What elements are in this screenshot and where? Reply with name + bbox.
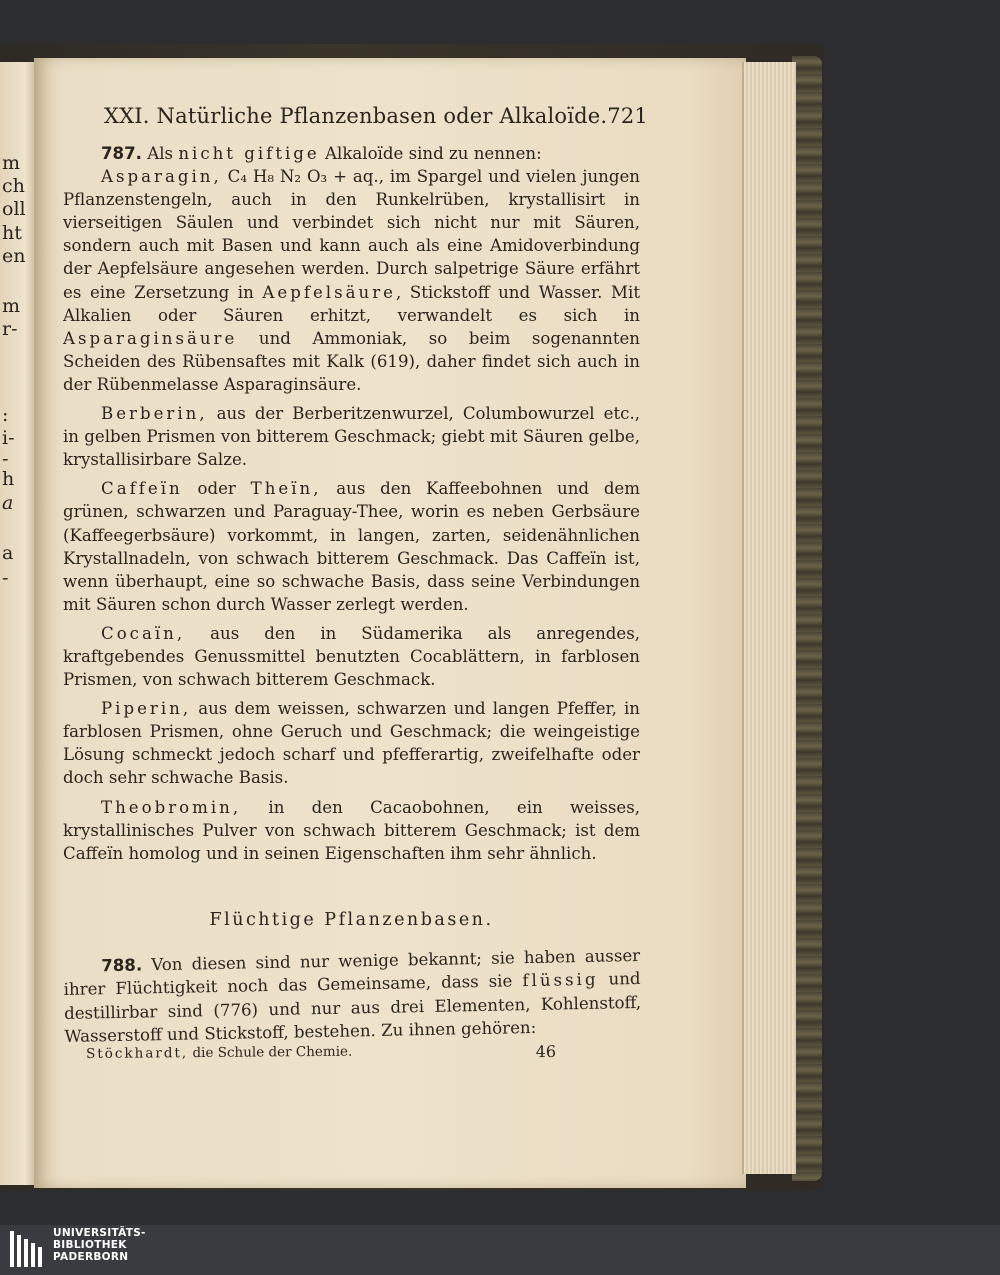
- header-title: XXI. Natürliche Pflanzenbasen oder Alkaloïde.: [104, 104, 608, 128]
- paragraph-788-block: [63, 944, 642, 1048]
- text: aus den in Südamerika als anregendes, kraftgebendes Genussmittel benutzten Cocablättern, in farblosen Prismen, von schwach bitterem Geschmack.: [63, 623, 640, 690]
- book-spine-edge: [792, 56, 822, 1181]
- left-fragment: h: [2, 468, 15, 490]
- main-text-block: [63, 142, 640, 865]
- header-page-number: 721: [607, 104, 648, 128]
- library-name-line: UNIVERSITÄTS-: [53, 1227, 146, 1239]
- section-number: 788.: [101, 955, 143, 976]
- left-fragment: en: [2, 245, 26, 267]
- left-fragment: ht: [2, 222, 22, 244]
- text: , Stickstoff und Wasser. Mit Alkalien oder Säuren erhitzt, verwandelt es sich in: [63, 282, 640, 325]
- left-fragment: r-: [2, 318, 18, 340]
- term-berberin: Berberin,: [101, 404, 208, 424]
- text: und Ammoniak, so beim sogenannten Scheiden des Rübensaftes mit Kalk (619), daher findet sich auch in der Rübenmelasse Asparaginsäure.: [63, 328, 640, 394]
- text: aus der Berberitzenwurzel, Columbowurzel etc., in gelben Prismen von bitterem Geschmack; giebt mit Säuren gelbe, krystallisirbare Salze.: [63, 404, 640, 470]
- term-caffein: Caffeïn: [101, 479, 183, 499]
- left-fragment: a: [2, 542, 14, 564]
- text: im Spargel und vielen jungen Pflanzenstengeln, auch in den Runkelrüben, krystallisirt in vierseitigen Säulen und verbindet sich nicht nur mit Säuren, sondern auch mit Basen und kann auch als eine Amidoverbindung der Aepfelsäure angesehen werden. Durch salpetrige Säure erfährt es eine Zersetzung in: [63, 167, 640, 302]
- text: Von diesen sind nur wenige bekannt; sie haben ausser ihrer Flüchtigkeit noch das Gemeinsame, dass sie: [63, 945, 641, 1000]
- left-fragment: -: [2, 448, 9, 470]
- spaced-text: Aepfelsäure: [262, 282, 396, 302]
- paragraph-piperin: [63, 697, 640, 789]
- left-fragment: i-: [2, 427, 15, 449]
- page-stack-edge: [742, 62, 796, 1174]
- paragraph-caffein: [63, 477, 640, 616]
- spaced-text: nicht giftige: [178, 144, 320, 163]
- spaced-text: Asparaginsäure: [63, 328, 238, 348]
- paragraph-theobromin: [63, 796, 640, 865]
- section-number: 787.: [101, 144, 142, 163]
- spaced-text: flüssig: [522, 970, 599, 991]
- text: aus dem weissen, schwarzen und langen Pfeffer, in farblosen Prismen, ohne Geruch und Geschmack; die weingeistige Lösung schmeckt jedoch scharf und pfefferartig, zweifelhafte oder doch sehr schwache Basis.: [63, 699, 640, 788]
- left-fragment: m: [2, 295, 21, 317]
- library-name: [53, 1227, 146, 1263]
- left-fragment: ch: [2, 175, 25, 197]
- paragraph-berberin: [63, 402, 640, 471]
- left-fragment: oll: [2, 198, 26, 220]
- library-name-line: BIBLIOTHEK: [53, 1239, 127, 1251]
- text: oder: [182, 479, 251, 499]
- text: in den Cacaobohnen, ein weisses, krystallinisches Pulver von schwach bitterem Geschmack; ist dem Caffeïn homolog und in seinen Eigenschaften ihm sehr ähnlich.: [63, 797, 640, 863]
- term-cocain: Cocaïn,: [101, 623, 186, 643]
- paragraph-787: [63, 142, 640, 165]
- text: Alkaloïde sind zu nennen:: [319, 144, 542, 163]
- term-piperin: Piperin,: [101, 699, 192, 719]
- left-fragment: :: [2, 404, 9, 426]
- term-asparagin: Asparagin,: [101, 167, 222, 187]
- running-header: [104, 104, 648, 128]
- left-fragment: -: [2, 567, 9, 589]
- term-thein: Theïn,: [250, 479, 322, 499]
- library-bar: [0, 1225, 1000, 1275]
- text: Als: [147, 144, 179, 163]
- section-heading: Flüchtige Pflanzenbasen.: [209, 910, 494, 930]
- text: aus den Kaffeebohnen und dem grünen, schwarzen und Paraguay-Thee, worin es neben Gerbsäure (Kaffeegerbsäure) vorkommt, in langen, zarten, seidenähnlichen Krystallnadeln, von schwach bitterem Geschmack. Das Caffeïn ist, wenn überhaupt, eine so schwache Basis, dass seine Verbindungen mit Säuren schon durch Wasser zerlegt werden.: [63, 479, 640, 614]
- library-logo-icon: [8, 1229, 48, 1271]
- text: und destillirbar sind (776) und nur aus drei Elementen, Kohlenstoff, Wasserstoff und Stickstoff, bestehen. Zu ihnen gehören:: [63, 969, 642, 1046]
- term-theobromin: Theobromin,: [101, 797, 242, 817]
- chemical-formula: C₄ H₈ N₂ O₃ + aq.,: [227, 167, 384, 187]
- signature-mark: 46: [535, 1041, 557, 1062]
- paragraph-788: [63, 944, 642, 1048]
- left-fragment: a: [2, 492, 14, 514]
- footer-author: Stöckhardt,: [86, 1045, 189, 1062]
- paragraph-asparagin: [63, 165, 640, 396]
- footer-credit: [86, 1044, 352, 1065]
- paragraph-cocain: [63, 622, 640, 691]
- footer-work: die Schule der Chemie.: [188, 1043, 353, 1062]
- left-page-fragment: [0, 62, 36, 1185]
- left-fragment: m: [2, 152, 21, 174]
- library-name-line: PADERBORN: [53, 1251, 129, 1263]
